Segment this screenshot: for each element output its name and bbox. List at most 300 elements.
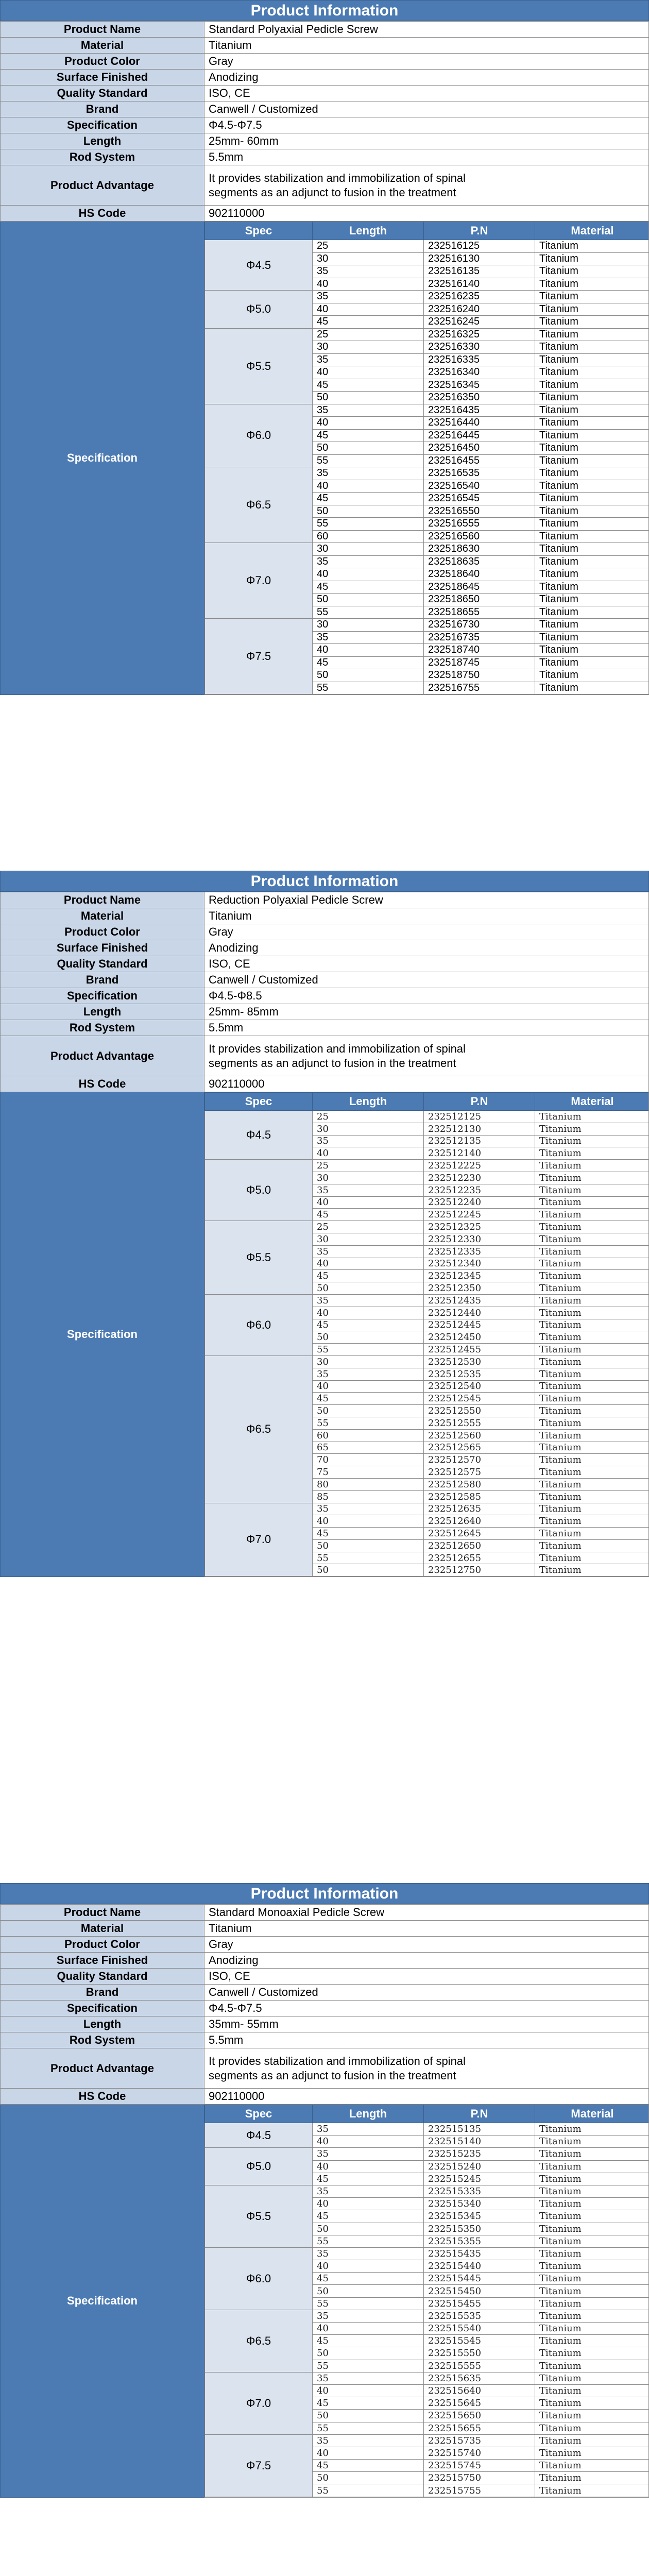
spec-length: 50	[313, 1282, 424, 1295]
info-label: Specification	[1, 117, 204, 133]
spec-part-number: 232518630	[424, 543, 535, 556]
spec-part-number: 232512575	[424, 1466, 535, 1479]
info-row	[1, 1076, 649, 1092]
spec-size: Φ5.5	[205, 328, 313, 404]
spec-material: Titanium	[535, 1184, 649, 1196]
info-row	[1, 70, 649, 86]
spec-length: 55	[313, 454, 424, 467]
info-value: Gray	[204, 54, 649, 70]
spec-material: Titanium	[535, 644, 649, 657]
spec-part-number: 232512445	[424, 1319, 535, 1331]
spec-row	[205, 2247, 649, 2260]
spec-length: 55	[313, 1344, 424, 1356]
spec-length: 30	[313, 252, 424, 265]
spec-length: 35	[313, 2185, 424, 2197]
spec-length: 50	[313, 2410, 424, 2422]
spec-part-number: 232515745	[424, 2460, 535, 2472]
spec-size: Φ7.0	[205, 2372, 313, 2434]
spec-part-number: 232512455	[424, 1344, 535, 1356]
info-label: Rod System	[1, 1020, 204, 1036]
spec-part-number: 232512440	[424, 1307, 535, 1319]
info-row	[1, 2016, 649, 2032]
spec-length: 35	[313, 353, 424, 366]
spec-length: 55	[313, 2484, 424, 2497]
spec-part-number: 232512450	[424, 1331, 535, 1344]
spec-material: Titanium	[535, 619, 649, 632]
spec-material: Titanium	[535, 2484, 649, 2497]
spec-part-number: 232515545	[424, 2335, 535, 2347]
spec-material: Titanium	[535, 530, 649, 543]
spec-material: Titanium	[535, 316, 649, 329]
spec-row	[205, 2434, 649, 2447]
spec-part-number: 232512540	[424, 1380, 535, 1393]
info-value: Standard Monoaxial Pedicle Screw	[204, 1905, 649, 1921]
spec-length: 40	[313, 2384, 424, 2397]
info-row	[1, 956, 649, 972]
spec-material: Titanium	[535, 429, 649, 442]
spec-part-number: 232512555	[424, 1417, 535, 1429]
product-card	[0, 1883, 649, 2498]
spec-part-number: 232512330	[424, 1233, 535, 1245]
spec-part-number: 232516435	[424, 404, 535, 417]
spec-part-number: 232516135	[424, 265, 535, 278]
info-value: Gray	[204, 1937, 649, 1953]
spec-length: 35	[313, 265, 424, 278]
spec-material: Titanium	[535, 392, 649, 404]
spec-column-header: Length	[313, 2105, 424, 2123]
spec-column-header: P.N	[424, 2105, 535, 2123]
spec-part-number: 232516125	[424, 240, 535, 253]
spec-material: Titanium	[535, 2160, 649, 2173]
spec-part-number: 232512340	[424, 1258, 535, 1270]
spec-length: 45	[313, 581, 424, 594]
spec-length: 25	[313, 240, 424, 253]
spec-part-number: 232512235	[424, 1184, 535, 1196]
info-row	[1, 2032, 649, 2048]
spec-length: 45	[313, 316, 424, 329]
spec-material: Titanium	[535, 454, 649, 467]
spec-material: Titanium	[535, 1270, 649, 1282]
info-row	[1, 149, 649, 165]
spec-column-header: P.N	[424, 1093, 535, 1111]
info-value: Titanium	[204, 38, 649, 54]
spec-part-number: 232515440	[424, 2260, 535, 2273]
spec-material: Titanium	[535, 2310, 649, 2322]
spec-material: Titanium	[535, 2372, 649, 2384]
info-value: 902110000	[204, 1076, 649, 1092]
spec-row	[205, 2310, 649, 2322]
info-value: Titanium	[204, 908, 649, 924]
info-value: ISO, CE	[204, 956, 649, 972]
spec-material: Titanium	[535, 2422, 649, 2434]
spec-size: Φ7.5	[205, 619, 313, 694]
spec-length: 40	[313, 2136, 424, 2148]
spec-table	[204, 1092, 649, 1577]
info-label: Product Name	[1, 22, 204, 38]
spec-column-header: P.N	[424, 222, 535, 240]
info-row	[1, 1004, 649, 1020]
spec-table	[204, 222, 649, 694]
spec-material: Titanium	[535, 366, 649, 379]
spec-length: 40	[313, 1258, 424, 1270]
spec-row	[205, 2148, 649, 2160]
info-value: 902110000	[204, 2089, 649, 2105]
info-row	[1, 924, 649, 940]
spec-row	[205, 1503, 649, 1515]
info-row	[1, 2089, 649, 2105]
spec-part-number: 232515755	[424, 2484, 535, 2497]
spec-row	[205, 1111, 649, 1123]
spec-length: 45	[313, 656, 424, 669]
info-label: Surface Finished	[1, 1953, 204, 1969]
spec-part-number: 232518655	[424, 606, 535, 619]
spec-part-number: 232515740	[424, 2447, 535, 2459]
info-row	[1, 1937, 649, 1953]
spec-material: Titanium	[535, 1319, 649, 1331]
info-label: Rod System	[1, 2032, 204, 2048]
spec-length: 35	[313, 555, 424, 568]
spec-part-number: 232512580	[424, 1478, 535, 1490]
spec-material: Titanium	[535, 2434, 649, 2447]
info-table	[0, 892, 649, 1577]
spec-material: Titanium	[535, 278, 649, 291]
info-row	[1, 988, 649, 1004]
spec-part-number: 232512640	[424, 1515, 535, 1528]
spec-material: Titanium	[535, 1111, 649, 1123]
spec-length: 50	[313, 1539, 424, 1552]
spec-material: Titanium	[535, 2472, 649, 2484]
spec-part-number: 232512130	[424, 1123, 535, 1135]
spec-length: 30	[313, 341, 424, 354]
spec-part-number: 232516240	[424, 303, 535, 316]
spec-material: Titanium	[535, 2136, 649, 2148]
spec-part-number: 232515635	[424, 2372, 535, 2384]
info-label: Material	[1, 38, 204, 54]
info-row	[1, 133, 649, 149]
spec-part-number: 232515535	[424, 2310, 535, 2322]
spec-length: 50	[313, 594, 424, 606]
spec-material: Titanium	[535, 1564, 649, 1577]
spec-material: Titanium	[535, 240, 649, 253]
card-header: Product Information	[0, 1883, 649, 1904]
spec-part-number: 232512140	[424, 1147, 535, 1160]
spec-material: Titanium	[535, 2347, 649, 2360]
spec-part-number: 232512585	[424, 1490, 535, 1503]
spec-part-number: 232512350	[424, 1282, 535, 1295]
info-row	[1, 2001, 649, 2016]
spec-column-header: Material	[535, 2105, 649, 2123]
spec-length: 40	[313, 366, 424, 379]
spec-column-header: Material	[535, 1093, 649, 1111]
spec-part-number: 232512435	[424, 1294, 535, 1307]
info-label: Length	[1, 2016, 204, 2032]
spec-length: 45	[313, 2173, 424, 2185]
spec-length: 45	[313, 1270, 424, 1282]
info-label: Material	[1, 908, 204, 924]
spec-material: Titanium	[535, 1466, 649, 1479]
spec-material: Titanium	[535, 1221, 649, 1233]
info-value: Canwell / Customized	[204, 101, 649, 117]
spec-material: Titanium	[535, 2447, 649, 2459]
spec-length: 45	[313, 2273, 424, 2285]
spec-material: Titanium	[535, 1123, 649, 1135]
spec-material: Titanium	[535, 2297, 649, 2310]
info-value: Φ4.5-Φ8.5	[204, 988, 649, 1004]
info-row	[1, 1969, 649, 1985]
spec-part-number: 232516755	[424, 682, 535, 694]
spec-size: Φ5.0	[205, 1160, 313, 1221]
spec-length: 55	[313, 606, 424, 619]
spec-part-number: 232512530	[424, 1355, 535, 1368]
info-label: Product Advantage	[1, 165, 204, 206]
spec-length: 40	[313, 2447, 424, 2459]
info-value: 35mm- 55mm	[204, 2016, 649, 2032]
spec-length: 40	[313, 1196, 424, 1209]
spec-length: 40	[313, 303, 424, 316]
spec-material: Titanium	[535, 2173, 649, 2185]
info-row	[1, 206, 649, 222]
spec-length: 45	[313, 1393, 424, 1405]
info-row	[1, 908, 649, 924]
spec-row	[205, 619, 649, 632]
spec-row	[205, 404, 649, 417]
spec-size: Φ7.0	[205, 1503, 313, 1577]
spec-material: Titanium	[535, 2185, 649, 2197]
spec-length: 35	[313, 2123, 424, 2136]
spec-material: Titanium	[535, 505, 649, 518]
info-label: Specification	[1, 2001, 204, 2016]
spec-part-number: 232515450	[424, 2285, 535, 2297]
spec-material: Titanium	[535, 606, 649, 619]
spec-part-number: 232512635	[424, 1503, 535, 1515]
spec-length: 30	[313, 1123, 424, 1135]
spec-length: 75	[313, 1466, 424, 1479]
spec-material: Titanium	[535, 2148, 649, 2160]
spec-size: Φ6.5	[205, 2310, 313, 2372]
spec-material: Titanium	[535, 669, 649, 682]
info-value: It provides stabilization and immobilization of spinal segments as an adjunct to fusion in the treatment	[204, 165, 649, 206]
spec-material: Titanium	[535, 2247, 649, 2260]
info-row	[1, 1921, 649, 1937]
info-row	[1, 22, 649, 38]
spec-size: Φ6.5	[205, 467, 313, 543]
spec-part-number: 232518635	[424, 555, 535, 568]
spec-material: Titanium	[535, 1172, 649, 1184]
spec-material: Titanium	[535, 442, 649, 455]
spec-part-number: 232512655	[424, 1552, 535, 1564]
spec-part-number: 232515140	[424, 2136, 535, 2148]
spec-material: Titanium	[535, 2210, 649, 2223]
spec-material: Titanium	[535, 341, 649, 354]
info-label: HS Code	[1, 2089, 204, 2105]
spec-length: 35	[313, 1184, 424, 1196]
spec-material: Titanium	[535, 656, 649, 669]
info-value: It provides stabilization and immobilization of spinal segments as an adjunct to fusion in the treatment	[204, 2048, 649, 2089]
spec-length: 40	[313, 2323, 424, 2335]
spec-length: 30	[313, 1355, 424, 1368]
spec-part-number: 232515455	[424, 2297, 535, 2310]
spec-table	[204, 2105, 649, 2497]
spec-length: 35	[313, 467, 424, 480]
spec-length: 45	[313, 429, 424, 442]
spec-length: 50	[313, 392, 424, 404]
spec-size: Φ7.5	[205, 2434, 313, 2497]
spec-length: 40	[313, 1147, 424, 1160]
spec-material: Titanium	[535, 1454, 649, 1466]
spec-size: Φ6.0	[205, 1294, 313, 1355]
info-row	[1, 1953, 649, 1969]
spec-row	[205, 1355, 649, 1368]
spec-row	[205, 291, 649, 303]
spec-length: 50	[313, 669, 424, 682]
info-value: 5.5mm	[204, 2032, 649, 2048]
info-value: Anodizing	[204, 70, 649, 86]
info-label: Quality Standard	[1, 86, 204, 101]
info-value: 25mm- 60mm	[204, 133, 649, 149]
spec-material: Titanium	[535, 1368, 649, 1380]
spec-column-header: Spec	[205, 2105, 313, 2123]
spec-part-number: 232518650	[424, 594, 535, 606]
info-label: Material	[1, 1921, 204, 1937]
spec-length: 40	[313, 644, 424, 657]
info-value: Titanium	[204, 1921, 649, 1937]
spec-row	[205, 1221, 649, 1233]
info-label: Brand	[1, 972, 204, 988]
info-label: Product Color	[1, 924, 204, 940]
info-value: Φ4.5-Φ7.5	[204, 117, 649, 133]
spec-length: 45	[313, 2397, 424, 2410]
spec-length: 40	[313, 1307, 424, 1319]
spec-length: 40	[313, 2160, 424, 2173]
info-label: Product Color	[1, 1937, 204, 1953]
spec-length: 40	[313, 278, 424, 291]
info-value: ISO, CE	[204, 1969, 649, 1985]
info-label: Brand	[1, 101, 204, 117]
spec-length: 55	[313, 2360, 424, 2372]
spec-part-number: 232512230	[424, 1172, 535, 1184]
spec-column-header: Material	[535, 222, 649, 240]
spec-row	[205, 2123, 649, 2136]
spec-row	[205, 543, 649, 556]
info-row	[1, 940, 649, 956]
spec-column-header: Length	[313, 222, 424, 240]
spec-length: 35	[313, 631, 424, 644]
spec-length: 50	[313, 2347, 424, 2360]
spec-part-number: 232515645	[424, 2397, 535, 2410]
spec-material: Titanium	[535, 1417, 649, 1429]
spec-size: Φ6.5	[205, 1355, 313, 1503]
spec-part-number: 232512560	[424, 1429, 535, 1442]
spec-length: 35	[313, 404, 424, 417]
spec-part-number: 232512650	[424, 1539, 535, 1552]
spec-material: Titanium	[535, 1380, 649, 1393]
info-value: Anodizing	[204, 1953, 649, 1969]
spec-length: 50	[313, 1331, 424, 1344]
info-value: 5.5mm	[204, 1020, 649, 1036]
spec-length: 65	[313, 1442, 424, 1454]
spec-length: 45	[313, 379, 424, 392]
info-value: Gray	[204, 924, 649, 940]
spec-material: Titanium	[535, 1147, 649, 1160]
spec-length: 45	[313, 2210, 424, 2223]
spec-length: 50	[313, 2223, 424, 2235]
spec-part-number: 232515640	[424, 2384, 535, 2397]
spec-row	[205, 328, 649, 341]
spec-length: 55	[313, 1552, 424, 1564]
spec-part-number: 232516535	[424, 467, 535, 480]
spec-length: 35	[313, 1368, 424, 1380]
spec-length: 55	[313, 2297, 424, 2310]
spec-material: Titanium	[535, 1282, 649, 1295]
spec-material: Titanium	[535, 2360, 649, 2372]
spec-part-number: 232516560	[424, 530, 535, 543]
spec-length: 45	[313, 2460, 424, 2472]
spec-part-number: 232516450	[424, 442, 535, 455]
info-label: Length	[1, 133, 204, 149]
spec-material: Titanium	[535, 1405, 649, 1417]
spec-size: Φ5.0	[205, 2148, 313, 2185]
spec-part-number: 232518640	[424, 568, 535, 581]
info-row	[1, 86, 649, 101]
spec-size: Φ7.0	[205, 543, 313, 619]
info-value: 902110000	[204, 206, 649, 222]
spec-material: Titanium	[535, 1307, 649, 1319]
spec-part-number: 232515355	[424, 2235, 535, 2247]
spec-length: 40	[313, 417, 424, 430]
spec-material: Titanium	[535, 631, 649, 644]
spec-part-number: 232516335	[424, 353, 535, 366]
spec-part-number: 232512335	[424, 1245, 535, 1258]
spec-column-header: Spec	[205, 1093, 313, 1111]
spec-material: Titanium	[535, 1393, 649, 1405]
spec-length: 40	[313, 568, 424, 581]
spec-length: 50	[313, 2472, 424, 2484]
spec-length: 25	[313, 1221, 424, 1233]
spec-part-number: 232515235	[424, 2148, 535, 2160]
spec-row	[205, 1160, 649, 1172]
spec-part-number: 232515435	[424, 2247, 535, 2260]
spec-length: 40	[313, 2198, 424, 2210]
spec-length: 80	[313, 1478, 424, 1490]
spec-part-number: 232512535	[424, 1368, 535, 1380]
spec-length: 50	[313, 1405, 424, 1417]
spec-part-number: 232512240	[424, 1196, 535, 1209]
spec-length: 30	[313, 1233, 424, 1245]
info-value: It provides stabilization and immobilization of spinal segments as an adjunct to fusion in the treatment	[204, 1036, 649, 1076]
spec-size: Φ4.5	[205, 240, 313, 291]
info-row	[1, 101, 649, 117]
spec-material: Titanium	[535, 417, 649, 430]
spec-material: Titanium	[535, 1196, 649, 1209]
spec-length: 40	[313, 2260, 424, 2273]
info-value: ISO, CE	[204, 86, 649, 101]
spec-part-number: 232512645	[424, 1528, 535, 1540]
spec-material: Titanium	[535, 1258, 649, 1270]
spec-material: Titanium	[535, 2323, 649, 2335]
info-row	[1, 1020, 649, 1036]
spec-material: Titanium	[535, 581, 649, 594]
spec-part-number: 232516140	[424, 278, 535, 291]
spec-length: 25	[313, 328, 424, 341]
spec-part-number: 232518740	[424, 644, 535, 657]
spec-length: 35	[313, 2247, 424, 2260]
card-header: Product Information	[0, 0, 649, 21]
spec-part-number: 232512245	[424, 1209, 535, 1221]
info-row	[1, 1036, 649, 1076]
spec-length: 30	[313, 1172, 424, 1184]
info-value: Anodizing	[204, 940, 649, 956]
info-table	[0, 21, 649, 695]
